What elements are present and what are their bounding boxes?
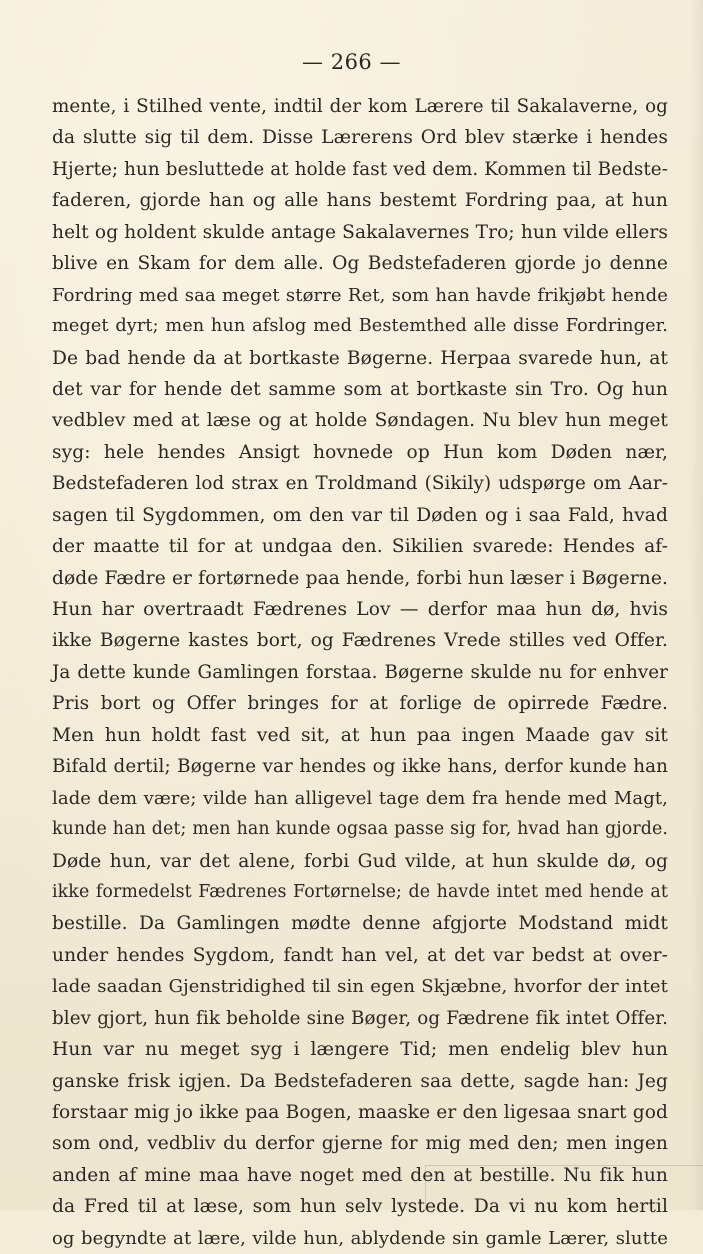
text-line: mente, i Stilhed vente, indtil der kom Lærere til Sakalaverne, og xyxy=(52,96,668,117)
text-line: ikke Bøgerne kastes bort, og Fædrenes Vrede stilles ved Offer. xyxy=(52,630,668,652)
text-line: helt og holdent skulde antage Sakalavernes Tro; hun vilde ellers xyxy=(52,221,668,243)
text-line: Fordring med saa meget større Ret, som han havde frikjøbt hende xyxy=(52,284,668,306)
text-line: meget dyrt; men hun afslog med Bestemthed alle disse Fordringer. xyxy=(52,316,668,337)
text-line: da slutte sig til dem. Disse Lærerens Ord blev stærke i hendes xyxy=(52,127,668,149)
page-corner-crease xyxy=(425,1165,703,1211)
text-line: Døde hun, var det alene, forbi Gud vilde, at hun skulde dø, og xyxy=(52,850,668,872)
text-line: faderen, gjorde han og alle hans bestemt Fordring paa, at hun xyxy=(52,190,668,212)
text-line: Hun har overtraadt Fædrenes Lov — derfor maa hun dø, hvis xyxy=(52,599,668,620)
text-line: Pris bort og Offer bringes for at forlige de opirrede Fædre. xyxy=(52,693,668,715)
text-line: ikke formedelst Fædrenes Fortørnelse; de havde intet med hende at xyxy=(52,881,668,902)
body-text xyxy=(52,91,668,1254)
page-edge-shadow xyxy=(690,0,703,1210)
text-line: Hun var nu meget syg i længere Tid; men endelig blev hun xyxy=(52,1039,668,1061)
text-line: sagen til Sygdommen, om den var til Døden og i saa Fald, hvad xyxy=(52,504,668,526)
text-line: forstaar mig jo ikke paa Bogen, maaske er den ligesaa snart god xyxy=(52,1102,668,1123)
text-line: Hjerte; hun besluttede at holde fast ved dem. Kommen til Bedste- xyxy=(52,158,668,180)
text-line: Bedstefaderen lod strax en Troldmand (Sikily) udspørge om Aar- xyxy=(52,473,668,495)
text-line: da Fred til at læse, som hun selv lystede. Da vi nu kom hertil xyxy=(52,1196,668,1218)
text-line: ganske frisk igjen. Da Bedstefaderen saa dette, sagde han: Jeg xyxy=(52,1070,668,1092)
text-line: blev gjort, hun fik beholde sine Bøger, og Fædrene fik intet Offer. xyxy=(52,1007,668,1029)
text-line: Bifald dertil; Bøgerne var hendes og ikke hans, derfor kunde han xyxy=(52,756,668,778)
text-line: anden af mine maa have noget med den at bestille. Nu fik hun xyxy=(52,1164,668,1186)
text-line: Ja dette kunde Gamlingen forstaa. Bøgerne skulde nu for enhver xyxy=(52,661,668,683)
text-line: De bad hende da at bortkaste Bøgerne. Herpaa svarede hun, at xyxy=(52,347,668,369)
text-line: kunde han det; men han kunde ogsaa passe sig for, hvad han gjorde. xyxy=(52,819,668,840)
text-line: lade dem være; vilde han alligevel tage dem fra hende med Magt, xyxy=(52,787,668,809)
text-line: døde Fædre er fortørnede paa hende, forbi hun læser i Bøgerne. xyxy=(52,567,668,589)
text-line: Men hun holdt fast ved sit, at hun paa ingen Maade gav sit xyxy=(52,724,668,746)
text-line: som ond, vedbliv du derfor gjerne for mig med den; men ingen xyxy=(52,1133,668,1155)
text-line: og begyndte at lære, vilde hun, ablydende sin gamle Lærer, slutte xyxy=(52,1227,668,1249)
page-number: — 266 — xyxy=(302,50,401,74)
text-line: blive en Skam for dem alle. Og Bedstefaderen gjorde jo denne xyxy=(52,253,668,275)
text-line: bestille. Da Gamlingen mødte denne afgjorte Modstand midt xyxy=(52,913,668,935)
text-line: syg: hele hendes Ansigt hovnede op Hun kom Døden nær, xyxy=(52,441,668,463)
text-line: under hendes Sygdom, fandt han vel, at det var bedst at over- xyxy=(52,944,668,966)
text-line: det var for hende det samme som at bortkaste sin Tro. Og hun xyxy=(52,378,668,400)
text-line: vedblev med at læse og at holde Søndagen. Nu blev hun meget xyxy=(52,410,668,432)
text-line: der maatte til for at undgaa den. Sikilien svarede: Hendes af- xyxy=(52,536,668,558)
text-line: lade saadan Gjenstridighed til sin egen Skjæbne, hvorfor der intet xyxy=(52,976,668,998)
